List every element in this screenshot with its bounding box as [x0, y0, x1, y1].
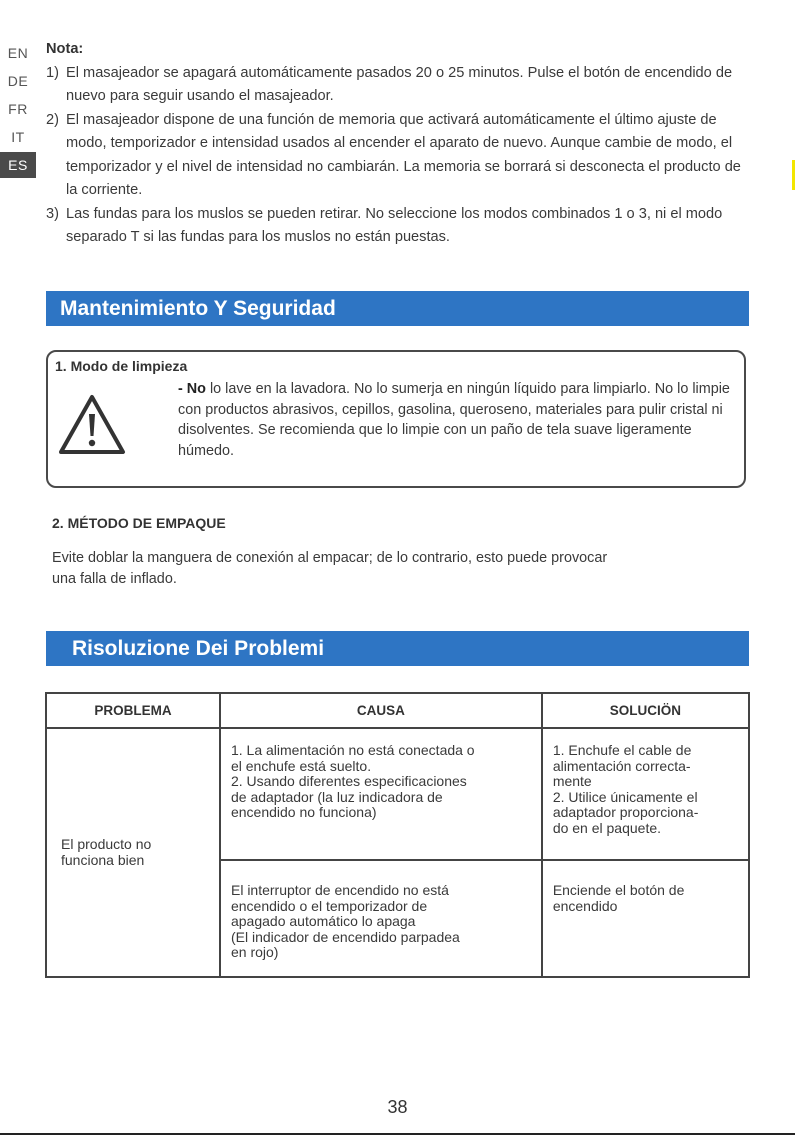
cleaning-box — [46, 350, 746, 488]
cause-line: el enchufe está suelto. — [230, 757, 372, 774]
cleaning-text — [178, 379, 738, 461]
solution-line: adaptador proporciona- — [552, 804, 699, 820]
packing-text: Evite doblar la manguera de conexión al empacar; de lo contrario, esto puede provocar una falla de inflado. — [52, 550, 608, 587]
troubleshooting-table — [45, 692, 750, 978]
cause-line: encendido no funciona) — [230, 804, 377, 820]
note-section — [46, 38, 756, 250]
lang-tab-it[interactable]: IT — [11, 129, 25, 145]
lang-tab-en[interactable]: EN — [7, 45, 29, 61]
note-item-number: 2) — [46, 111, 59, 128]
note-item-text: El masajeador se apagará automáticamente pasados 20 o 25 minutos. Pulse el botón de encendido de nuevo para seguir usando el masajeador. — [66, 64, 733, 104]
table-header-row — [46, 693, 749, 728]
header-cause: CAUSA — [220, 693, 542, 728]
note-title: Nota: — [46, 41, 84, 57]
warning-icon — [56, 392, 128, 458]
solution-line: mente — [552, 773, 592, 789]
cleaning-title: 1. Modo de limpieza — [55, 358, 188, 374]
cause-line: (El indicador de encendido parpadea — [230, 928, 460, 945]
cause-line: 2. Usando diferentes especificaciones — [230, 773, 467, 789]
packing-title: 2. MÉTODO DE EMPAQUE — [52, 515, 226, 531]
note-item — [46, 109, 756, 203]
page-number: 38 — [387, 1097, 408, 1117]
solution-line: encendido — [552, 897, 618, 914]
lang-tab-es[interactable]: ES — [0, 152, 36, 178]
troubleshooting-banner: Risoluzione Dei Problemi — [46, 631, 749, 666]
solution-line: do en el paquete. — [552, 819, 662, 836]
header-solution: SOLUCIÖN — [542, 693, 749, 728]
note-item — [46, 203, 756, 250]
note-item-text: Las fundas para los muslos se pueden retirar. No seleccione los modos combinados 1 o 3, ni el modo separado T si las fundas para los muslos no están puestas. — [66, 205, 723, 245]
cause-line: 1. La alimentación no está conectada o — [230, 742, 475, 758]
cause-line: de adaptador (la luz indicadora de — [230, 788, 443, 805]
cause-line: en rojo) — [230, 944, 279, 960]
cause-cell — [220, 860, 542, 977]
note-item-number: 1) — [46, 64, 59, 81]
lang-tab-de[interactable]: DE — [7, 73, 29, 89]
solution-line: Enciende el botón de — [552, 882, 685, 898]
problem-line: El producto no — [61, 836, 152, 852]
cleaning-warning-body: lo lave en la lavadora. No lo sumerja en ningún líquido para limpiarlo. No lo limpie con productos abrasivos, cepillos, gasolina, queroseno, materiales para pulir cristal ni disolventes. Se recomienda que lo limpie con un paño de tela suave ligeramente húmedo. — [178, 381, 730, 459]
solution-line: 2. Utilice únicamente el — [552, 788, 698, 805]
problem-cell — [46, 728, 220, 977]
note-item-number: 3) — [46, 205, 59, 222]
header-problem: PROBLEMA — [46, 693, 220, 728]
cause-cell — [220, 728, 542, 860]
note-item-text: El masajeador dispone de una función de memoria que activará automáticamente el último ajuste de modo, temporizador e intensidad usados al encender el aparato de nuevo. Aunque cambie de modo, el temporizador y el nivel de intensidad no cambiarán. La memoria se borrará si desconecta el producto de la corriente. — [66, 111, 741, 198]
table-row — [46, 728, 749, 860]
problem-line: funciona bien — [61, 851, 145, 868]
solution-cell — [542, 860, 749, 977]
maintenance-banner: Mantenimiento Y Seguridad — [46, 291, 749, 326]
note-item — [46, 62, 756, 109]
language-tabs — [0, 40, 36, 178]
cause-line: apagado automático lo apaga — [230, 913, 416, 929]
solution-line: 1. Enchufe el cable de — [552, 742, 692, 758]
lang-tab-fr[interactable]: FR — [8, 101, 28, 117]
solution-line: alimentación correcta- — [552, 757, 691, 774]
solution-cell — [542, 728, 749, 860]
cleaning-warning-lead: - No — [178, 381, 206, 397]
cause-line: encendido o el temporizador de — [230, 897, 428, 914]
cause-line: El interruptor de encendido no está — [230, 882, 449, 898]
